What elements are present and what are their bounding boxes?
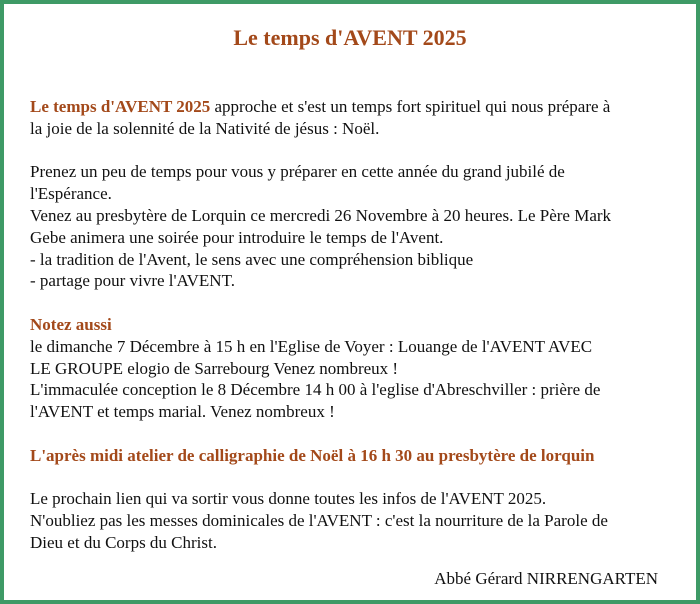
intro-highlight: Le temps d'AVENT 2025 <box>30 97 211 116</box>
spacer <box>30 423 680 445</box>
spacer <box>30 292 680 314</box>
notes-line: le dimanche 7 Décembre à 15 h en l'Eglise de Voyer : Louange de l'AVENT AVEC <box>30 336 593 356</box>
closing-line: N'oubliez pas les messes dominicales de l'AVENT : c'est la nourriture de la Parole de <box>30 511 608 531</box>
notes-line: L'immaculée conception le 8 Décembre 14 h 00 à l'eglise d'Abreschviller : prière de <box>30 380 601 400</box>
notes-heading: Notez aussi <box>30 314 112 334</box>
closing-line: Dieu et du Corps du Christ. <box>30 532 217 552</box>
intro-line-1-rest: approche et s'est un temps fort spirituel qui nous prépare à <box>210 97 611 116</box>
workshop-announcement: L'après midi atelier de calligraphie de Noël à 16 h 30 au presbytère de lorquin <box>30 445 595 465</box>
paragraph2-line: Prenez un peu de temps pour vous y préparer en cette année du grand jubilé de <box>30 162 565 182</box>
paragraph2-line: - la tradition de l'Avent, le sens avec une compréhension biblique <box>30 249 474 269</box>
paragraph2-line: l'Espérance. <box>30 184 112 204</box>
intro-line-1 <box>30 96 680 118</box>
paragraph2-line: Gebe animera une soirée pour introduire le temps de l'Avent. <box>30 227 444 247</box>
spacer <box>30 140 680 162</box>
notes-line: l'AVENT et temps marial. Venez nombreux ! <box>30 402 335 422</box>
page-title: Le temps d'AVENT 2025 <box>233 25 467 50</box>
spacer <box>30 467 680 489</box>
paragraph2-line: - partage pour vivre l'AVENT. <box>30 271 235 291</box>
signature: Abbé Gérard NIRRENGARTEN <box>434 569 658 588</box>
paragraph2-line: Venez au presbytère de Lorquin ce mercredi 26 Novembre à 20 heures. Le Père Mark <box>30 205 612 225</box>
notes-line: LE GROUPE elogio de Sarrebourg Venez nombreux ! <box>30 358 399 378</box>
document-body <box>30 96 680 554</box>
intro-line-2: la joie de la solennité de la Nativité de jésus : Noël. <box>30 118 380 138</box>
closing-line: Le prochain lien qui va sortir vous donne toutes les infos de l'AVENT 2025. <box>30 489 547 509</box>
